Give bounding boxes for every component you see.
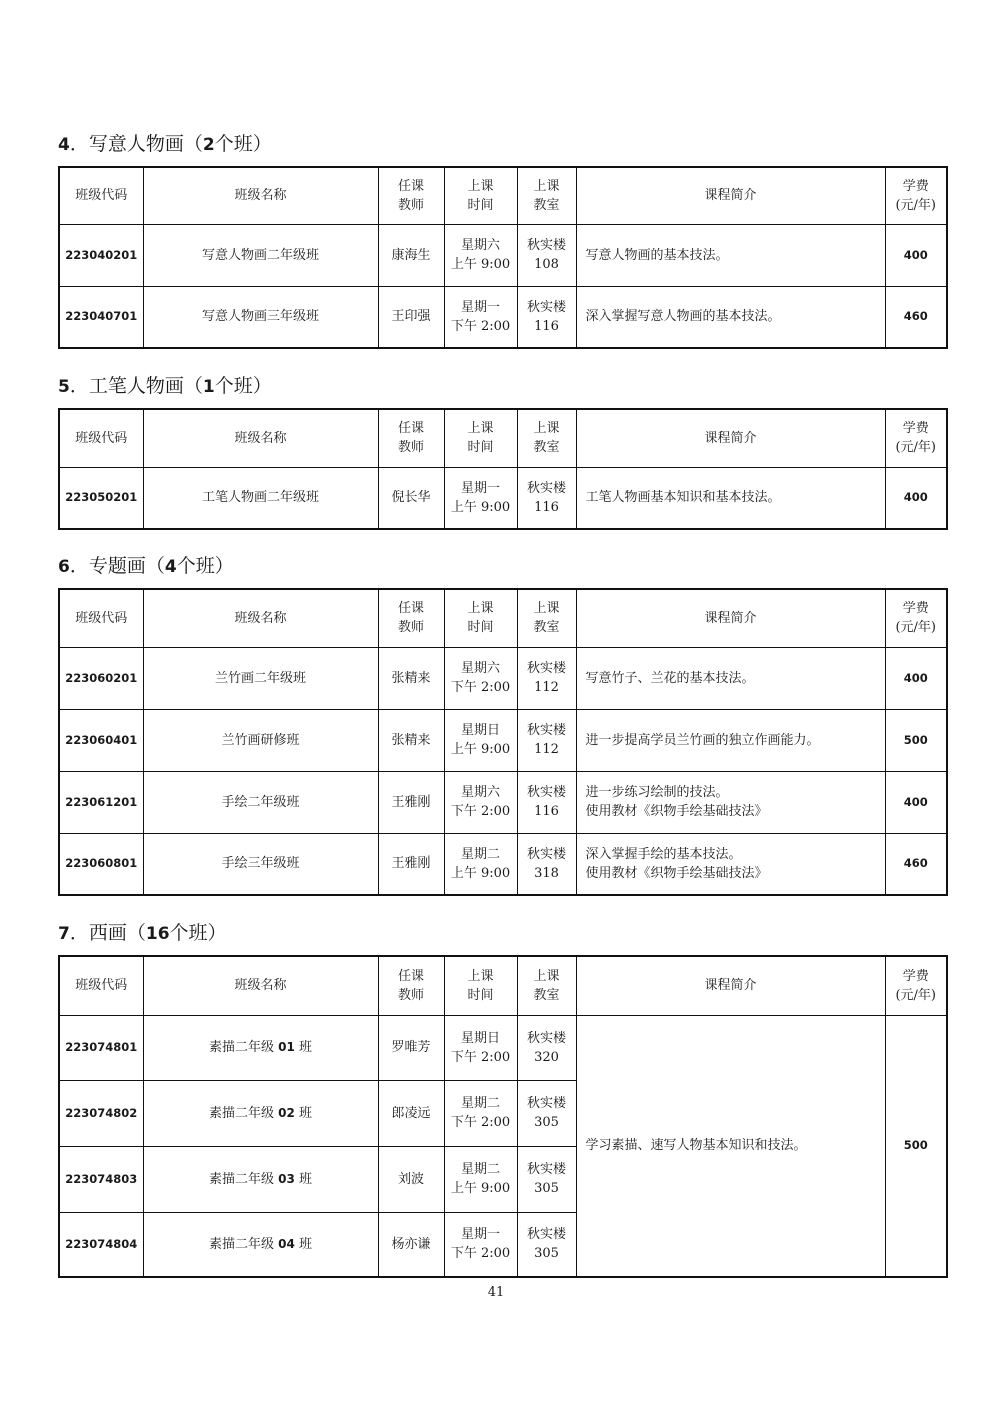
tuition-fee: 400 bbox=[885, 224, 947, 286]
classroom: 秋实楼 320 bbox=[517, 1015, 576, 1080]
table-row bbox=[59, 709, 947, 771]
class-time: 星期二 下午 2:00 bbox=[444, 1080, 517, 1146]
tuition-fee: 400 bbox=[885, 647, 947, 709]
table-row bbox=[59, 647, 947, 709]
header-teacher: 任课 教师 bbox=[378, 956, 444, 1015]
table-row bbox=[59, 224, 947, 286]
class-time: 星期日 上午 9:00 bbox=[444, 709, 517, 771]
class-code: 223061201 bbox=[59, 771, 143, 833]
header-room: 上课 教室 bbox=[517, 589, 576, 647]
header-fee: 学费 (元/年) bbox=[885, 409, 947, 467]
teacher: 张精来 bbox=[378, 709, 444, 771]
table-row bbox=[59, 833, 947, 895]
class-time: 星期日 下午 2:00 bbox=[444, 1015, 517, 1080]
header-time: 上课 时间 bbox=[444, 589, 517, 647]
course-description: 深入掌握手绘的基本技法。 使用教材《织物手绘基础技法》 bbox=[576, 833, 885, 895]
class-code: 223040201 bbox=[59, 224, 143, 286]
course-description: 工笔人物画基本知识和基本技法。 bbox=[576, 467, 885, 529]
classroom: 秋实楼 305 bbox=[517, 1080, 576, 1146]
class-name: 手绘三年级班 bbox=[143, 833, 378, 895]
header-name: 班级名称 bbox=[143, 589, 378, 647]
table-row bbox=[59, 771, 947, 833]
tuition-fee: 400 bbox=[885, 771, 947, 833]
header-room: 上课 教室 bbox=[517, 409, 576, 467]
teacher: 刘波 bbox=[378, 1146, 444, 1212]
class-time: 星期一 下午 2:00 bbox=[444, 286, 517, 348]
course-description: 写意竹子、兰花的基本技法。 bbox=[576, 647, 885, 709]
class-name: 素描二年级 04 班 bbox=[143, 1212, 378, 1277]
table-row bbox=[59, 467, 947, 529]
header-room: 上课 教室 bbox=[517, 956, 576, 1015]
header-desc: 课程简介 bbox=[576, 167, 885, 224]
classroom: 秋实楼 112 bbox=[517, 709, 576, 771]
tuition-fee: 460 bbox=[885, 833, 947, 895]
teacher: 杨亦谦 bbox=[378, 1212, 444, 1277]
class-time: 星期二 上午 9:00 bbox=[444, 1146, 517, 1212]
table-row bbox=[59, 286, 947, 348]
teacher: 王印强 bbox=[378, 286, 444, 348]
header-fee: 学费 (元/年) bbox=[885, 167, 947, 224]
class-code: 223074804 bbox=[59, 1212, 143, 1277]
header-fee: 学费 (元/年) bbox=[885, 956, 947, 1015]
table-header-row bbox=[59, 409, 947, 467]
class-code: 223050201 bbox=[59, 467, 143, 529]
class-name: 兰竹画研修班 bbox=[143, 709, 378, 771]
page-number: 41 bbox=[487, 1285, 505, 1300]
table-header-row bbox=[59, 956, 947, 1015]
header-desc: 课程简介 bbox=[576, 409, 885, 467]
tuition-fee: 460 bbox=[885, 286, 947, 348]
classroom: 秋实楼 116 bbox=[517, 467, 576, 529]
header-teacher: 任课 教师 bbox=[378, 589, 444, 647]
tuition-fee: 400 bbox=[885, 467, 947, 529]
classroom: 秋实楼 305 bbox=[517, 1146, 576, 1212]
classroom: 秋实楼 108 bbox=[517, 224, 576, 286]
header-name: 班级名称 bbox=[143, 409, 378, 467]
classroom: 秋实楼 116 bbox=[517, 771, 576, 833]
teacher: 张精来 bbox=[378, 647, 444, 709]
teacher: 王雅刚 bbox=[378, 833, 444, 895]
class-time: 星期一 下午 2:00 bbox=[444, 1212, 517, 1277]
header-code: 班级代码 bbox=[59, 589, 143, 647]
class-name: 素描二年级 01 班 bbox=[143, 1015, 378, 1080]
classroom: 秋实楼 112 bbox=[517, 647, 576, 709]
classroom: 秋实楼 116 bbox=[517, 286, 576, 348]
course-table bbox=[58, 588, 946, 896]
class-name: 素描二年级 03 班 bbox=[143, 1146, 378, 1212]
course-description: 进一步练习绘制的技法。 使用教材《织物手绘基础技法》 bbox=[576, 771, 885, 833]
header-name: 班级名称 bbox=[143, 956, 378, 1015]
section-heading: 5．工笔人物画（1个班） bbox=[58, 375, 272, 397]
header-code: 班级代码 bbox=[59, 409, 143, 467]
class-time: 星期六 上午 9:00 bbox=[444, 224, 517, 286]
header-time: 上课 时间 bbox=[444, 167, 517, 224]
class-time: 星期一 上午 9:00 bbox=[444, 467, 517, 529]
teacher: 康海生 bbox=[378, 224, 444, 286]
header-desc: 课程简介 bbox=[576, 589, 885, 647]
class-name: 工笔人物画二年级班 bbox=[143, 467, 378, 529]
header-teacher: 任课 教师 bbox=[378, 409, 444, 467]
class-code: 223060201 bbox=[59, 647, 143, 709]
class-code: 223060401 bbox=[59, 709, 143, 771]
section-heading: 6．专题画（4个班） bbox=[58, 555, 234, 577]
course-description: 学习素描、速写人物基本知识和技法。 bbox=[576, 1015, 885, 1277]
header-code: 班级代码 bbox=[59, 956, 143, 1015]
course-description: 深入掌握写意人物画的基本技法。 bbox=[576, 286, 885, 348]
class-name: 写意人物画三年级班 bbox=[143, 286, 378, 348]
header-code: 班级代码 bbox=[59, 167, 143, 224]
tuition-fee: 500 bbox=[885, 709, 947, 771]
table-row bbox=[59, 1015, 947, 1080]
class-code: 223074801 bbox=[59, 1015, 143, 1080]
header-name: 班级名称 bbox=[143, 167, 378, 224]
header-time: 上课 时间 bbox=[444, 409, 517, 467]
class-code: 223040701 bbox=[59, 286, 143, 348]
tuition-fee: 500 bbox=[885, 1015, 947, 1277]
class-time: 星期二 上午 9:00 bbox=[444, 833, 517, 895]
class-name: 兰竹画二年级班 bbox=[143, 647, 378, 709]
classroom: 秋实楼 305 bbox=[517, 1212, 576, 1277]
course-table bbox=[58, 955, 946, 1278]
header-teacher: 任课 教师 bbox=[378, 167, 444, 224]
class-time: 星期六 下午 2:00 bbox=[444, 771, 517, 833]
class-code: 223074802 bbox=[59, 1080, 143, 1146]
teacher: 王雅刚 bbox=[378, 771, 444, 833]
class-name: 手绘二年级班 bbox=[143, 771, 378, 833]
class-code: 223074803 bbox=[59, 1146, 143, 1212]
header-desc: 课程简介 bbox=[576, 956, 885, 1015]
table-header-row bbox=[59, 167, 947, 224]
class-code: 223060801 bbox=[59, 833, 143, 895]
course-table bbox=[58, 408, 946, 530]
header-time: 上课 时间 bbox=[444, 956, 517, 1015]
header-fee: 学费 (元/年) bbox=[885, 589, 947, 647]
teacher: 罗唯芳 bbox=[378, 1015, 444, 1080]
classroom: 秋实楼 318 bbox=[517, 833, 576, 895]
section-heading: 4．写意人物画（2个班） bbox=[58, 133, 272, 155]
teacher: 郎凌远 bbox=[378, 1080, 444, 1146]
table-header-row bbox=[59, 589, 947, 647]
class-name: 写意人物画二年级班 bbox=[143, 224, 378, 286]
teacher: 倪长华 bbox=[378, 467, 444, 529]
course-table bbox=[58, 166, 946, 349]
course-description: 进一步提高学员兰竹画的独立作画能力。 bbox=[576, 709, 885, 771]
class-time: 星期六 下午 2:00 bbox=[444, 647, 517, 709]
class-name: 素描二年级 02 班 bbox=[143, 1080, 378, 1146]
header-room: 上课 教室 bbox=[517, 167, 576, 224]
course-description: 写意人物画的基本技法。 bbox=[576, 224, 885, 286]
section-heading: 7．西画（16个班） bbox=[58, 922, 227, 944]
